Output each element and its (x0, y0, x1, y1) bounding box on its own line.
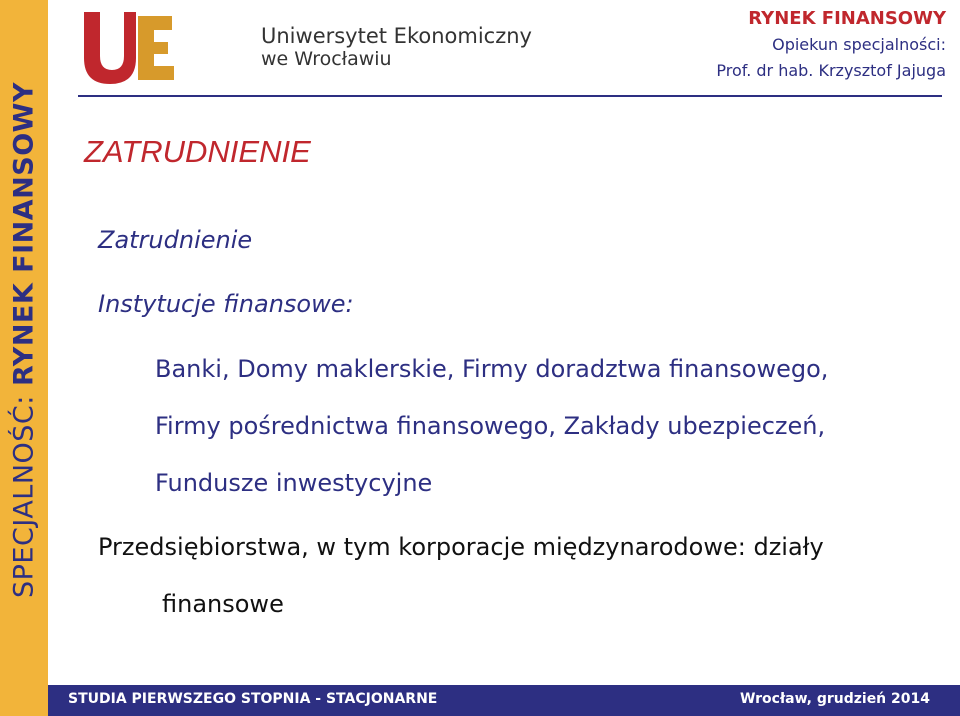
specialty-title: RYNEK FINANSOWY (748, 8, 946, 29)
specialty-label-name: RYNEK FINANSOWY (8, 82, 40, 387)
content-line: Firmy pośrednictwa finansowego, Zakłady ubezpieczeń, (155, 412, 826, 440)
footer-date: Wrocław, grudzień 2014 (739, 691, 930, 707)
specialty-vertical-label (9, 82, 40, 598)
footer-study-mode: STUDIA PIERWSZEGO STOPNIA - STACJONARNE (68, 691, 438, 707)
university-name-line1: Uniwersytet Ekonomiczny (261, 24, 532, 48)
university-logo (80, 6, 532, 90)
footer-bar (48, 685, 960, 716)
university-name-line2: we Wrocławiu (261, 48, 392, 70)
content-line: Banki, Domy maklerskie, Firmy doradztwa finansowego, (155, 355, 829, 383)
content-line: Zatrudnienie (98, 226, 253, 254)
supervisor-label: Opiekun specjalności: (772, 35, 946, 54)
header-divider (78, 95, 942, 97)
content-line: Przedsiębiorstwa, w tym korporacje międzynarodowe: działy (98, 533, 824, 561)
side-band (0, 0, 48, 716)
ue-logo-icon (80, 6, 180, 90)
specialty-label-lead: SPECJALNOŚĆ: (8, 386, 40, 598)
content-line: finansowe (162, 590, 284, 618)
supervisor-name: Prof. dr hab. Krzysztof Jajuga (716, 61, 946, 80)
slide-title: ZATRUDNIENIE (84, 134, 311, 169)
content-line: Fundusze inwestycyjne (155, 469, 433, 497)
content-line: Instytucje finansowe: (98, 290, 354, 318)
header-specialty-info (716, 6, 946, 84)
